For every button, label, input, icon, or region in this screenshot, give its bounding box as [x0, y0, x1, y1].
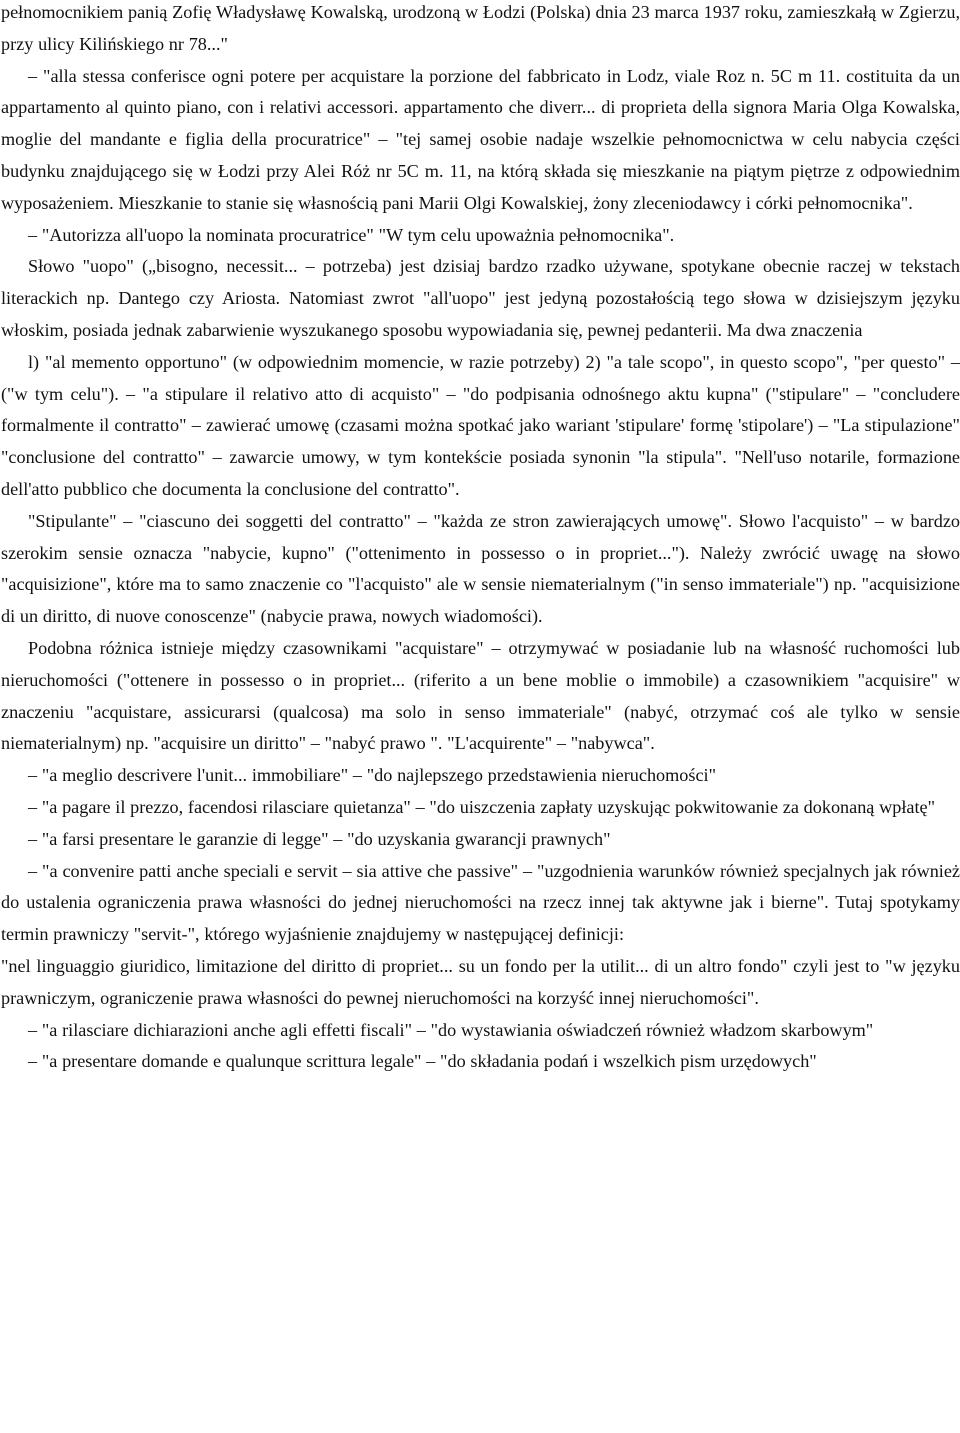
paragraph: – "a presentare domande e qualunque scrittura legale" – "do składania podań i wszelkich pism urzędowych" [28, 1051, 817, 1072]
paragraph: pełnomocnikiem panią Zofię Władysławę Kowalską, urodzoną w Łodzi (Polska) dnia 23 marca 1937 roku, zamieszkałą w Zgierzu, przy ulicy Kilińskiego nr 78..." [1, 2, 960, 54]
paragraph: Podobna różnica istnieje między czasownikami "acquistare" – otrzymywać w posiadanie lub na własność ruchomości lub nieruchomości ("ottenere in possesso o in propriet... (riferito a un bene moblie o immobile) a czasownikiem "acquisire" w znaczeniu "acquistare, assicurarsi (qualcosa) ma solo in senso immateriale" (nabyć, otrzymać coś ale tylko w sensie niematerialnym) np. "acquisire un diritto" – "nabyć prawo ". "L'acquirente" – "nabywca". [1, 637, 960, 754]
paragraph: – "Autorizza all'uopo la nominata procuratrice" "W tym celu upoważnia pełnomocnika". [28, 224, 675, 245]
paragraph: l) "al memento opportuno" (w odpowiednim momencie, w razie potrzeby) 2) "a tale scopo", in questo scopo", "per questo" – ("w tym celu"). – "a stipulare il relativo atto di acquisto" – "do podpisania odnośnego aktu kupna" ("stipulare" – "concludere formalmente il contratto" – zawierać umowę (czasami można spotkać jako wariant 'stipulare' formę 'stipolare') – "La stipulazione" "conclusione del contratto" – zawarcie umowy, w tym kontekście posiada synonin "la stipula". "Nell'uso notarile, formazione dell'atto pubblico che documenta la conclusione del contratto". [1, 351, 960, 499]
paragraph: – "a farsi presentare le garanzie di legge" – "do uzyskania gwarancji prawnych" [28, 828, 611, 849]
paragraph: – "a meglio descrivere l'unit... immobiliare" – "do najlepszego przedstawienia nieruchomości" [28, 765, 717, 786]
paragraph: – "a convenire patti anche speciali e servit – sia attive che passive" – "uzgodnienia warunków również specjalnych jak również do ustalenia ograniczenia prawa własności do jednej nieruchomości na rzecz innej tak aktywne jak i bierne". Tutaj spotykamy termin prawniczy "servit-", którego wyjaśnienie znajdujemy w następującej definicji: [1, 860, 960, 945]
paragraph: – "alla stessa conferisce ogni potere per acquistare la porzione del fabbricato in Lodz, viale Roz n. 5C m 11. costituita da un appartamento al quinto piano, con i relativi accessori. appartamento che diverr... di proprieta della signora Maria Olga Kowalska, moglie del mandante e figlia della procuratrice" – "tej samej osobie nadaje wszelkie pełnomocnictwa w celu nabycia części budynku znajdującego się w Łodzi przy Alei Róż nr 5C m. 11, na którą składa się mieszkanie na piątym piętrze z odpowiednim wyposażeniem. Mieszkanie to stanie się własnością pani Marii Olgi Kowalskiej, żony zleceniodawcy i córki pełnomocnika". [1, 65, 960, 213]
paragraph: "nel linguaggio giuridico, limitazione del diritto di propriet... su un fondo per la utilit... di un altro fondo" czyli jest to "w języku prawniczym, ograniczenie prawa własności do pewnej nieruchomości na korzyść innej nieruchomości". [1, 955, 960, 1008]
paragraph: – "a rilasciare dichiarazioni anche agli effetti fiscali" – "do wystawiania oświadczeń również władzom skarbowym" [28, 1019, 874, 1040]
paragraph: – "a pagare il prezzo, facendosi rilasciare quietanza" – "do uiszczenia zapłaty uzyskując pokwitowanie za dokonaną wpłatę" [28, 796, 936, 817]
paragraph: "Stipulante" – "ciascuno dei soggetti del contratto" – "każda ze stron zawierających umowę". Słowo l'acquisto" – w bardzo szerokim sensie oznacza "nabycie, kupno" ("ottenimento in possesso o in propriet..."). Należy zwrócić uwagę na słowo "acquisizione", które ma to samo znaczenie co "l'acquisto" ale w sensie niematerialnym ("in senso immateriale") np. "acquisizione di un diritto, di nuove conoscenze" (nabycie prawa, nowych wiadomości). [1, 510, 960, 627]
paragraph: Słowo "uopo" („bisogno, necessit... – potrzeba) jest dzisiaj bardzo rzadko używane, spotykane obecnie raczej w tekstach literackich np. Dantego czy Ariosta. Natomiast zwrot "all'uopo" jest jedyną pozostałością tego słowa w dzisiejszym języku włoskim, posiada jednak zabarwienie wyszukanego sposobu wypowiadania się, pewnej pedanterii. Ma dwa znaczenia [1, 256, 960, 340]
